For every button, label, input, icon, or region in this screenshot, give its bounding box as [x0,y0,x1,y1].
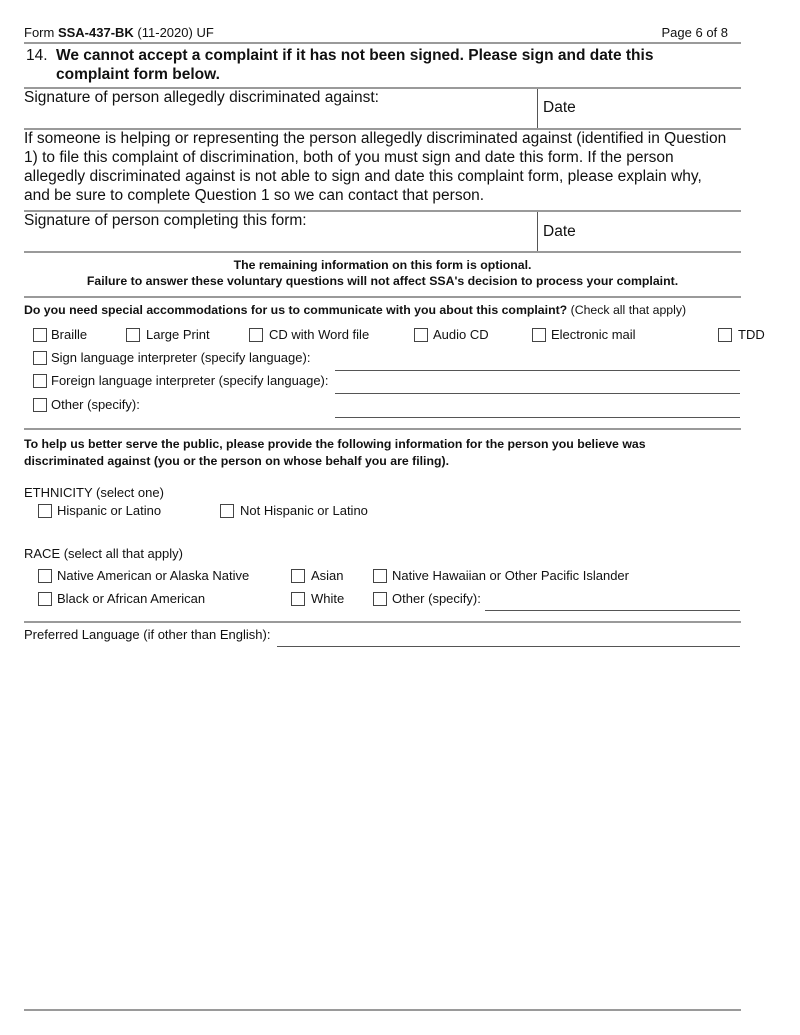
cd-word-checkbox[interactable] [249,328,263,342]
white-label: White [311,591,345,606]
foreign-language-input[interactable] [335,393,740,394]
divider [24,621,741,623]
divider [24,428,741,430]
email-label: Electronic mail [551,327,636,342]
optional-notice: The remaining information on this form is optional. [233,258,532,272]
foreign-language-label: Foreign language interpreter (specify language): [51,373,329,388]
sign-language-input[interactable] [335,370,740,371]
instruction-line: allegedly discriminated against is not able to sign and date this complaint form, please explain why, [24,168,702,185]
instruction-line: If someone is helping or representing the person allegedly discriminated against (identified in Question [24,130,727,147]
signature-completer-label: Signature of person completing this form: [24,212,307,229]
white-checkbox[interactable] [291,592,305,606]
divider [24,251,741,253]
asian-label: Asian [311,568,344,583]
question-number: 14. [26,47,48,64]
form-revision: (11-2020) UF [133,25,214,40]
black-label: Black or African American [57,591,206,606]
large-print-checkbox[interactable] [126,328,140,342]
tdd-label: TDD [738,327,765,342]
signature-victim-field[interactable] [24,89,536,128]
sign-language-label: Sign language interpreter (specify language): [51,350,311,365]
pacific-islander-checkbox[interactable] [373,569,387,583]
ethnicity-label: ETHNICITY (select one) [24,485,164,500]
demographics-intro: discriminated against (you or the person on whose behalf you are filing). [24,454,449,468]
divider [24,296,741,298]
native-american-label: Native American or Alaska Native [57,568,250,583]
instruction-line: and be sure to complete Question 1 so we can contact that person. [24,187,485,204]
date-label: Date [543,223,576,240]
date-label: Date [543,99,576,116]
other-race-input[interactable] [485,610,740,611]
preferred-language-input[interactable] [277,646,740,647]
black-checkbox[interactable] [38,592,52,606]
cd-word-label: CD with Word file [269,327,370,342]
page-number: Page 6 of 8 [661,25,728,40]
race-label: RACE (select all that apply) [24,546,183,561]
asian-checkbox[interactable] [291,569,305,583]
other-accommodation-checkbox[interactable] [33,398,47,412]
accommodations-question [24,303,686,317]
foreign-language-checkbox[interactable] [33,374,47,388]
signature-completer-date-field[interactable] [538,212,740,251]
form-id [24,25,214,40]
tdd-checkbox[interactable] [718,328,732,342]
form-number: SSA-437-BK [57,25,134,40]
preferred-language-label: Preferred Language (if other than English): [24,627,271,642]
pacific-islander-label: Native Hawaiian or Other Pacific Islander [392,568,629,583]
sign-language-checkbox[interactable] [33,351,47,365]
email-checkbox[interactable] [532,328,546,342]
braille-label: Braille [51,327,88,342]
form-prefix: Form [24,25,58,40]
signature-victim-date-field[interactable] [538,89,740,128]
other-accommodation-input[interactable] [335,417,740,418]
optional-notice-detail: Failure to answer these voluntary questions will not affect SSA's decision to process your complaint. [86,274,679,288]
native-american-checkbox[interactable] [38,569,52,583]
audio-cd-checkbox[interactable] [414,328,428,342]
hispanic-checkbox[interactable] [38,504,52,518]
audio-cd-label: Audio CD [433,327,489,342]
accommodations-question-text: Do you need special accommodations for us to communicate with you about this complaint? [24,303,568,317]
other-race-checkbox[interactable] [373,592,387,606]
instruction-line: 1) to file this complaint of discrimination, both of you must sign and date this form. If the person [24,149,674,166]
hispanic-label: Hispanic or Latino [57,503,162,518]
signature-victim-label: Signature of person allegedly discriminated against: [24,89,379,106]
demographics-intro: To help us better serve the public, please provide the following information for the person you believe was [24,437,646,451]
q14-text-line1: We cannot accept a complaint if it has not been signed. Please sign and date this [56,47,654,64]
not-hispanic-checkbox[interactable] [220,504,234,518]
not-hispanic-label: Not Hispanic or Latino [240,503,368,518]
other-accommodation-label: Other (specify): [51,397,140,412]
accommodations-hint: (Check all that apply) [567,303,687,317]
footer-divider [24,1009,741,1011]
q14-text-line2: complaint form below. [56,66,220,83]
large-print-label: Large Print [146,327,210,342]
signature-completer-field[interactable] [24,212,536,251]
braille-checkbox[interactable] [33,328,47,342]
other-race-label: Other (specify): [392,591,481,606]
divider [24,42,741,44]
